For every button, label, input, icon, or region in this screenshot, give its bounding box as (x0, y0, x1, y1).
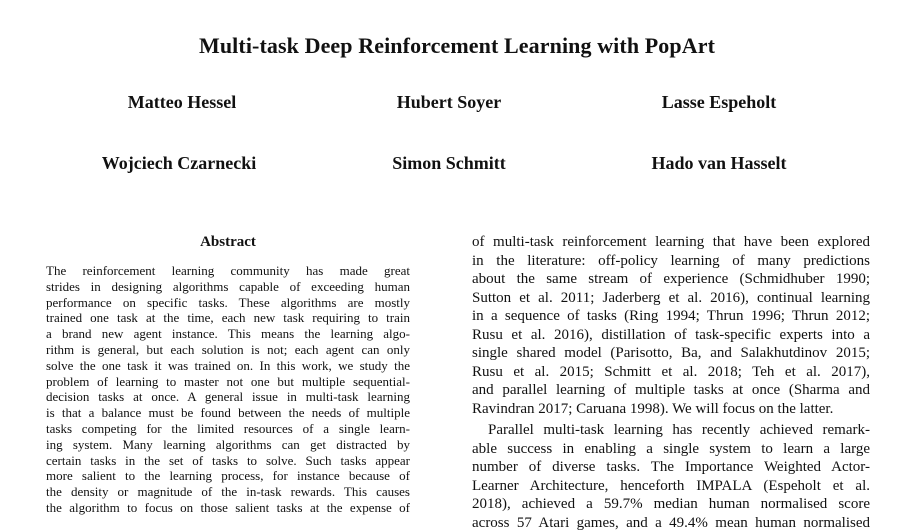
abstract-line: The reinforcement learning community has made great (46, 263, 410, 279)
abstract-line: more salient to the learning process, for instance because of (46, 468, 410, 484)
body-line: about the same stream of experience (Schmidhuber 1990; (472, 270, 870, 289)
body-line: in the literature: off-policy learning of many predictions (472, 252, 870, 271)
abstract-line: the density or magnitude of the in-task rewards. This causes (46, 484, 410, 500)
body-line: and parallel learning of multiple tasks at once (Sharma and (472, 381, 870, 400)
abstract-line: a brand new agent instance. This means the learning algo- (46, 326, 410, 342)
body-line: number of diverse tasks. The Importance Weighted Actor- (472, 458, 870, 477)
abstract-line: solve the one task it was trained on. In this work, we study the (46, 358, 410, 374)
body-line: of multi-task reinforcement learning that have been explored (472, 233, 870, 252)
body-line: 2018), achieved a 59.7% median human normalised score (472, 495, 870, 514)
abstract-line: ing system. Many learning algorithms can get distracted by (46, 437, 410, 453)
body-line: Rusu et al. 2015; Schmitt et al. 2018; Teh et al. 2017), (472, 363, 870, 382)
author-matteo-hessel: Matteo Hessel (52, 91, 312, 113)
abstract-body (46, 263, 410, 516)
abstract-line: rithm is general, but each solution is not; each agent can only (46, 342, 410, 358)
abstract-line: trained one task at the time, each new task requiring to train (46, 310, 410, 326)
paper-title: Multi-task Deep Reinforcement Learning with PopArt (0, 33, 914, 59)
author-hado-van-hasselt: Hado van Hasselt (589, 152, 849, 174)
body-line: Ravindran 2017; Caruana 1998). We will focus on the latter. (472, 400, 870, 419)
body-line: in a sequence of tasks (Ring 1994; Thrun 1996; Thrun 2012; (472, 307, 870, 326)
body-column-right (472, 233, 870, 532)
body-line: across 57 Atari games, and a 49.4% mean human normalised (472, 514, 870, 532)
body-line: Learner Architecture, henceforth IMPALA (Espeholt et al. (472, 477, 870, 496)
author-simon-schmitt: Simon Schmitt (319, 152, 579, 174)
author-wojciech-czarnecki: Wojciech Czarnecki (49, 152, 309, 174)
body-line: single shared model (Parisotto, Ba, and Salakhutdinov 2015; (472, 344, 870, 363)
abstract-line: is that a balance must be found between the needs of multiple (46, 405, 410, 421)
abstract-line: the algorithm to focus on those salient tasks at the expense of (46, 500, 410, 516)
abstract-line: tasks competing for the limited resources of a single learn- (46, 421, 410, 437)
abstract-line: certain tasks in the set of tasks to solve. Such tasks appear (46, 453, 410, 469)
author-hubert-soyer: Hubert Soyer (319, 91, 579, 113)
body-line: Sutton et al. 2011; Jaderberg et al. 2016), continual learning (472, 289, 870, 308)
abstract-line: decision tasks at once. A general issue in multi-task learning (46, 389, 410, 405)
abstract-line: performance on specific tasks. These algorithms are mostly (46, 295, 410, 311)
abstract-line: strides in designing algorithms capable of exceeding human (46, 279, 410, 295)
abstract-heading: Abstract (46, 233, 410, 251)
abstract-line: problem of learning to master not one but multiple sequential- (46, 374, 410, 390)
author-lasse-espeholt: Lasse Espeholt (589, 91, 849, 113)
body-line: Parallel multi-task learning has recently achieved remark- (472, 421, 870, 440)
body-line: Rusu et al. 2016), distillation of task-specific experts into a (472, 326, 870, 345)
body-line: able success in enabling a single system to learn a large (472, 440, 870, 459)
